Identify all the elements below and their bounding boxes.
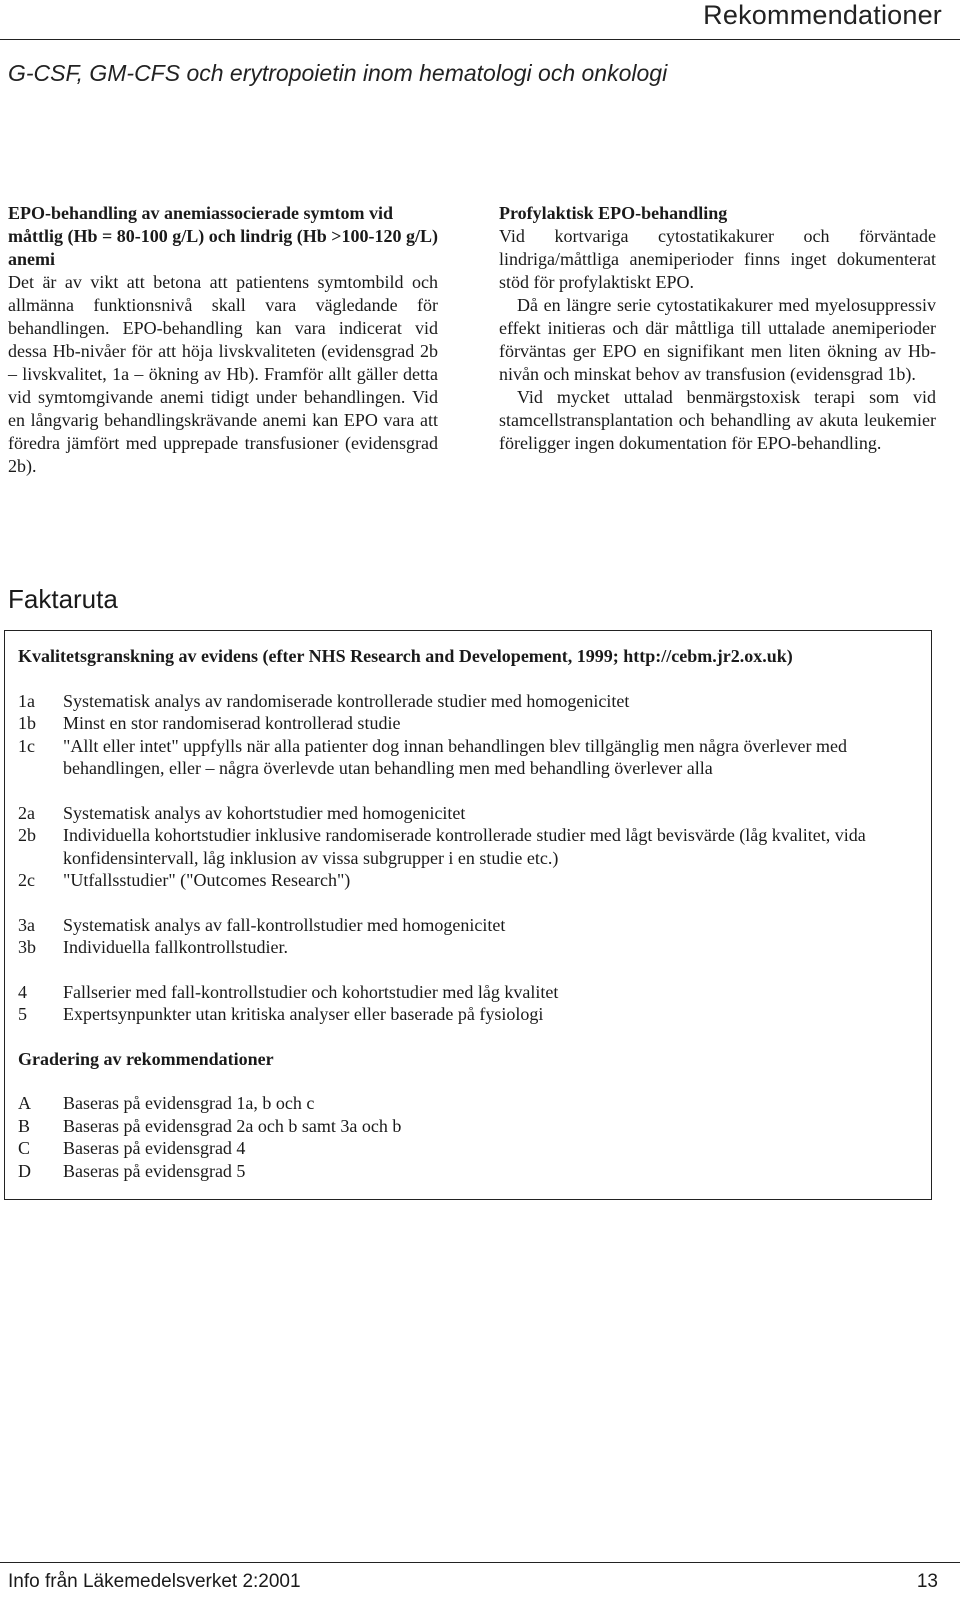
evidence-row [18,802,919,825]
header-rule [0,39,960,40]
grading-text: Baseras på evidensgrad 1a, b och c [63,1093,315,1113]
evidence-row [18,914,919,937]
grading-row [18,1160,919,1183]
document-subtitle: G-CSF, GM-CFS och erytropoietin inom hematologi och onkologi [8,60,668,86]
evidence-group [18,981,919,1026]
evidence-row [18,1003,919,1026]
evidence-text: Systematisk analys av randomiserade kontrollerade studier med homogenicitet [63,690,630,711]
evidence-group [18,914,919,959]
evidence-text: Individuella fallkontrollstudier. [63,937,288,957]
grading-text: Baseras på evidensgrad 5 [63,1160,246,1181]
right-column [499,202,936,455]
faktaruta-box [4,630,932,1200]
right-column-paragraph: Vid kortvariga cytostatikakurer och förväntade lindriga/måttliga anemiperioder finns inget dokumenterat stöd för profylaktiskt EPO. [499,226,936,292]
evidence-row [18,936,919,959]
grading-code: D [18,1160,31,1181]
grading-code: A [18,1093,31,1113]
evidence-row [18,735,919,780]
grading-row [18,1137,919,1160]
evidence-text: "Utfallsstudier" ("Outcomes Research") [63,870,351,890]
footer-publication: Info från Läkemedelsverket 2:2001 [8,1571,301,1592]
evidence-row [18,690,919,713]
grading-list [18,1092,919,1182]
section-tag: Rekommendationer [703,0,942,30]
page-number: 13 [916,1571,938,1592]
evidence-code: 2b [18,825,36,845]
evidence-code: 4 [18,981,27,1002]
evidence-code: 1c [18,735,35,756]
evidence-text: Systematisk analys av kohortstudier med homogenicitet [63,802,466,823]
evidence-code: 2c [18,870,35,890]
evidence-row [18,712,919,735]
left-column [8,202,438,478]
evidence-text: Systematisk analys av fall-kontrollstudier med homogenicitet [63,914,506,935]
evidence-group [18,690,919,780]
right-column-paragraph: Vid mycket uttalad benmärgstoxisk terapi som vid stamcellstransplantation och behandling av akuta leukemier föreligger ingen dokumentation för EPO-behandling. [499,387,936,453]
evidence-code: 1b [18,713,36,733]
evidence-text: Expertsynpunkter utan kritiska analyser eller baserade på fysiologi [63,1004,544,1024]
grading-text: Baseras på evidensgrad 2a och b samt 3a och b [63,1115,402,1136]
evidence-code: 5 [18,1004,27,1024]
evidence-group [18,802,919,892]
faktaruta-heading: Faktaruta [8,584,118,614]
evidence-code: 1a [18,690,35,711]
evidence-code: 2a [18,802,35,823]
grading-row [18,1115,919,1138]
grading-row [18,1092,919,1115]
evidence-title: Kvalitetsgranskning av evidens (efter NHS Research and Developement, 1999; http://cebm.jr2.ox.uk) [18,646,793,666]
evidence-text: Individuella kohortstudier inklusive randomiserade kontrollerade studier med lågt bevisvärde (låg kvalitet, vida konfidensintervall, låg inklusion av vissa subgrupper i en studie etc.) [63,825,866,868]
footer-rule [0,1562,960,1563]
evidence-text: Fallserier med fall-kontrollstudier och kohortstudier med låg kvalitet [63,981,559,1002]
evidence-text: "Allt eller intet" uppfylls när alla patienter dog innan behandlingen blev tillgänglig men några överlever med behandlingen, eller – några överlevde utan behandling men med behandling överlever alla [63,735,847,778]
right-column-paragraph: Då en längre serie cytostatikakurer med myelosuppressiv effekt initieras och där måttliga till uttalade anemiperioder förväntas ger EPO en signifikant men liten ökning av Hb-nivån och minskat behov av transfusion (evidensgrad 1b). [499,295,936,384]
evidence-row [18,869,919,892]
grading-code: C [18,1138,31,1158]
right-column-heading: Profylaktisk EPO-behandling [499,203,728,223]
grading-text: Baseras på evidensgrad 4 [63,1138,246,1158]
evidence-row [18,981,919,1004]
grading-code: B [18,1115,31,1136]
evidence-row [18,824,919,869]
left-column-heading: EPO-behandling av anemiassocierade symtom vid måttlig (Hb = 80-100 g/L) och lindrig (Hb >100-120 g/L) anemi [8,203,439,269]
evidence-text: Minst en stor randomiserad kontrollerad studie [63,713,401,733]
evidence-code: 3b [18,937,36,957]
evidence-code: 3a [18,914,35,935]
left-column-body: Det är av vikt att betona att patientens symtombild och allmänna funktionsnivå skall vara vägledande för behandlingen. EPO-behandling kan vara indicerat vid dessa Hb-nivåer för att höja livskvaliteten (evidensgrad 2b – livskvalitet, 1a – ökning av Hb). Framför allt gäller detta vid symtomgivande anemi tidigt under behandlingen. Vid en långvarig behandlingskrävande anemi kan EPO vara att föredra jämfört med upprepade transfusioner (evidensgrad 2b). [8,272,438,476]
grading-title: Gradering av rekommendationer [18,1048,274,1069]
